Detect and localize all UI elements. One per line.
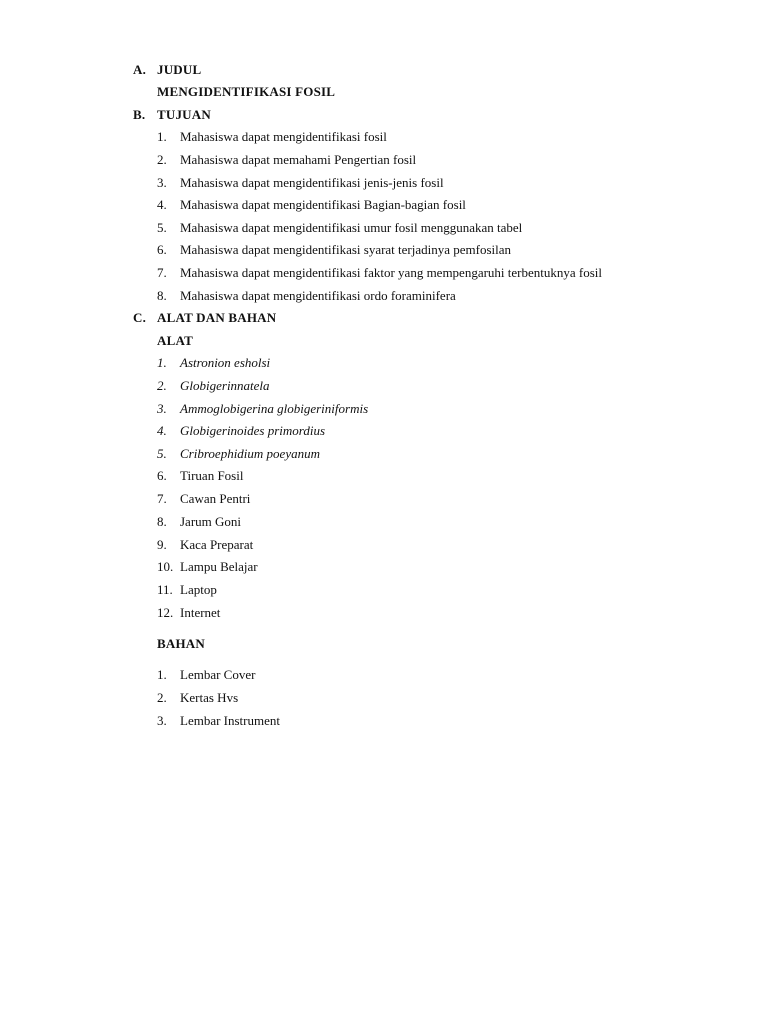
item-text: Mahasiswa dapat mengidentifikasi fosil [180, 129, 387, 144]
item-text: Mahasiswa dapat mengidentifikasi syarat terjadinya pemfosilan [180, 242, 512, 257]
item-text: Mahasiswa dapat mengidentifikasi Bagian-bagian fosil [180, 197, 466, 212]
document-title-text: MENGIDENTIFIKASI FOSIL [157, 84, 336, 99]
item-number: 7. [157, 491, 167, 506]
item-number: 9. [157, 537, 167, 552]
item-text: Lampu Belajar [180, 559, 258, 574]
item-number: 6. [157, 468, 167, 483]
item-text: Lembar Instrument [180, 713, 280, 728]
section-title: TUJUAN [157, 107, 211, 122]
item-number: 8. [157, 288, 167, 303]
item-number: 4. [157, 197, 167, 212]
item-text: Mahasiswa dapat mengidentifikasi ordo foraminifera [180, 288, 456, 303]
item-text: Mahasiswa dapat mengidentifikasi umur fosil menggunakan tabel [180, 220, 523, 235]
item-number: 4. [157, 423, 167, 438]
item-text: Mahasiswa dapat mengidentifikasi jenis-jenis fosil [180, 175, 444, 190]
item-number: 2. [157, 690, 167, 705]
item-text: Mahasiswa dapat memahami Pengertian fosil [180, 152, 417, 167]
item-number: 11. [157, 582, 173, 597]
item-text: Mahasiswa dapat mengidentifikasi faktor yang mempengaruhi terbentuknya fosil [180, 265, 603, 280]
item-number: 5. [157, 446, 167, 461]
section-title: ALAT DAN BAHAN [157, 310, 277, 325]
item-text: Cawan Pentri [180, 491, 251, 506]
item-text: Cribroephidium poeyanum [180, 446, 320, 461]
section-letter: A. [133, 62, 147, 77]
section-letter: B. [133, 107, 146, 122]
item-number: 10. [157, 559, 174, 574]
item-text: Kertas Hvs [180, 690, 239, 705]
item-text: Tiruan Fosil [180, 468, 244, 483]
item-number: 1. [157, 355, 167, 370]
section-letter: C. [133, 310, 147, 325]
item-number: 1. [157, 129, 167, 144]
item-number: 2. [157, 152, 167, 167]
section-title: JUDUL [157, 62, 202, 77]
item-number: 1. [157, 667, 167, 682]
item-number: 2. [157, 378, 167, 393]
item-text: Lembar Cover [180, 667, 256, 682]
item-text: Astronion esholsi [180, 355, 271, 370]
item-text: Ammoglobigerina globigeriniformis [180, 401, 369, 416]
alat-title: ALAT [157, 333, 193, 348]
item-text: Jarum Goni [180, 514, 242, 529]
item-text: Laptop [180, 582, 217, 597]
item-number: 3. [157, 175, 167, 190]
bahan-title: BAHAN [157, 636, 205, 651]
item-text: Globigerinoides primordius [180, 423, 326, 438]
item-number: 3. [157, 401, 167, 416]
item-text: Internet [180, 605, 221, 620]
item-text: Globigerinnatela [180, 378, 270, 393]
item-text: Kaca Preparat [180, 537, 254, 552]
item-number: 3. [157, 713, 167, 728]
item-number: 6. [157, 242, 167, 257]
item-number: 7. [157, 265, 167, 280]
item-number: 5. [157, 220, 167, 235]
item-number: 8. [157, 514, 167, 529]
item-number: 12. [157, 605, 174, 620]
